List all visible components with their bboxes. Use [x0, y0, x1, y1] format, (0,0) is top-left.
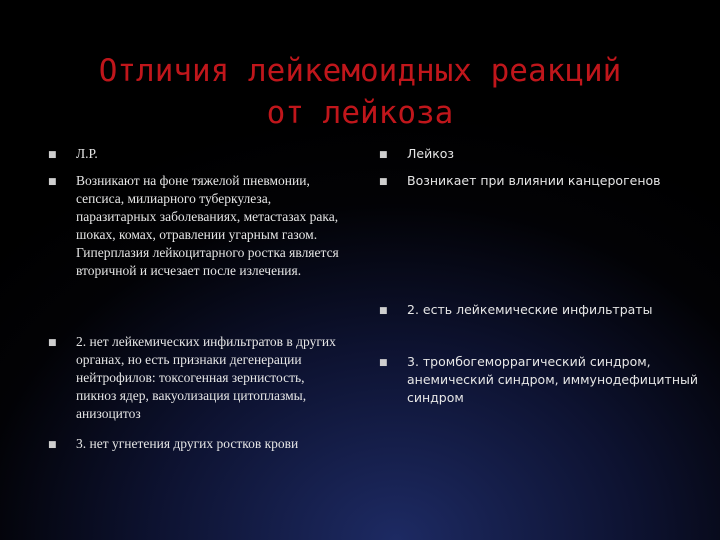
left-list-item-header — [48, 145, 348, 163]
slide-title-line-2: от лейкоза — [266, 95, 454, 131]
square-bullet-icon: ■ — [379, 358, 388, 368]
square-bullet-icon: ■ — [379, 150, 388, 160]
right-item-text: Возникает при влиянии канцерогенов — [407, 173, 661, 188]
square-bullet-icon: ■ — [48, 338, 57, 348]
right-list-item-header — [379, 145, 699, 163]
square-bullet-icon: ■ — [48, 177, 57, 187]
square-bullet-icon: ■ — [48, 440, 57, 450]
left-list-item-causes — [48, 172, 348, 280]
left-list-item-infiltrates — [48, 333, 348, 423]
slide-title — [40, 50, 680, 134]
left-item-text: 2. нет лейкемических инфильтратов в других органах, но есть признаки дегенерации нейтрофилов: токсогенная зернистость, пикноз ядер, вакуолизация цитоплазмы, анизоцитоз — [76, 334, 336, 421]
square-bullet-icon: ■ — [379, 306, 388, 316]
right-item-text: 2. есть лейкемические инфильтраты — [407, 302, 653, 317]
square-bullet-icon: ■ — [48, 150, 57, 160]
slide-title-line-1: Отличия лейкемоидных реакций — [98, 53, 622, 89]
left-item-text: 3. нет угнетения других ростков крови — [76, 436, 299, 451]
right-list-item-syndromes — [379, 353, 699, 407]
left-list-item-blood-lines — [48, 435, 348, 453]
right-list-item-infiltrates — [379, 301, 699, 319]
left-item-text: Возникают на фоне тяжелой пневмонии, сепсиса, милиарного туберкулеза, паразитарных заболеваниях, метастазах рака, шоках, комах, отравлении угарным газом. Гиперплазия лейкоцитарного ростка является вторичной и исчезает после излечения. — [76, 173, 339, 278]
right-list-item-causes — [379, 172, 699, 190]
right-item-text: 3. тромбогеморрагический синдром, анемический синдром, иммунодефицитный синдром — [407, 354, 698, 405]
left-item-text: Л.Р. — [76, 146, 98, 161]
square-bullet-icon: ■ — [379, 177, 388, 187]
right-item-text: Лейкоз — [407, 146, 455, 161]
